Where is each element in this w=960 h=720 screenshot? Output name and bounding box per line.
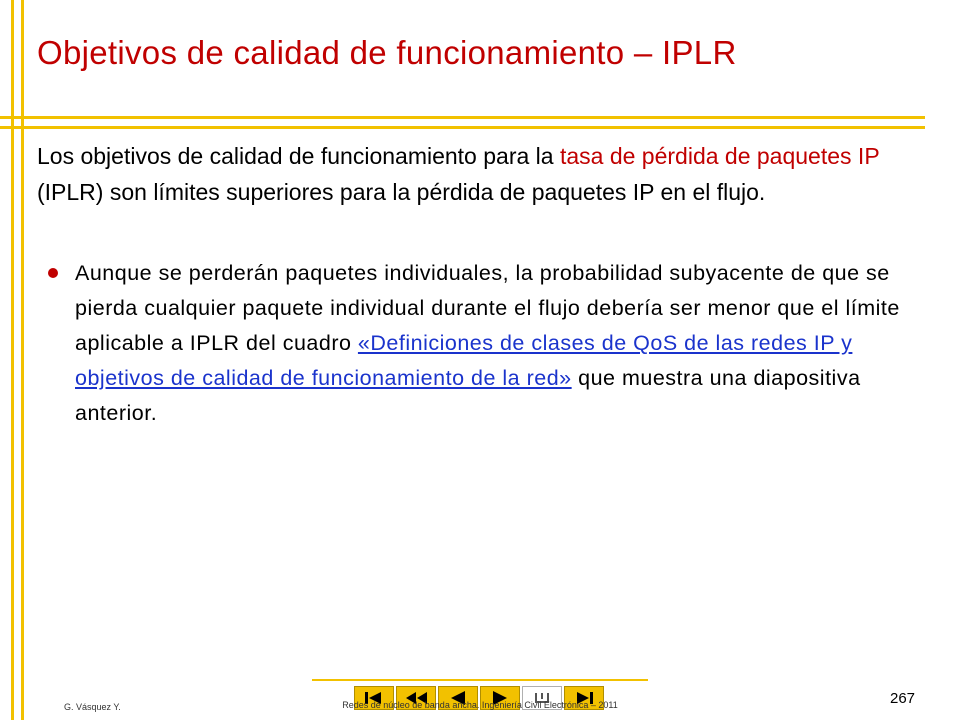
footer-author: G. Vásquez Y. (64, 702, 121, 712)
intro-text-start: Los objetivos de calidad de funcionamiento para la (37, 143, 560, 169)
accent-line-horizontal-1 (0, 116, 925, 119)
accent-line-vertical-1 (11, 0, 14, 720)
bullet-text (75, 256, 915, 431)
bullet-text-end: que muestra una diapositiva anterior. (75, 366, 861, 425)
qos-table-link[interactable]: «Definiciones de clases de QoS de las redes IP y objetivos de calidad de funcionamiento de la red» (75, 331, 853, 390)
slide-title: Objetivos de calidad de funcionamiento – IPLR (37, 34, 737, 71)
intro-text-end: (IPLR) son límites superiores para la pérdida de paquetes IP en el flujo. (37, 178, 766, 205)
page-number: 267 (890, 690, 916, 707)
nav-divider (312, 679, 648, 681)
bullet-dot-icon (48, 268, 58, 278)
bullet-text-start: Aunque se perderán paquetes individuales, la probabilidad subyacente de que se pierda cualquier paquete individual durante el flujo debería ser menor que el límite aplicable a IPLR del cuadro (75, 261, 900, 355)
intro-paragraph (37, 139, 887, 210)
accent-line-vertical-2 (21, 0, 24, 720)
accent-line-horizontal-2 (0, 126, 925, 129)
footer-course: Redes de núcleo de banda ancha. Ingeniería Civil Electrónica – 2011 (342, 700, 618, 710)
intro-highlight: tasa de pérdida de paquetes IP (559, 143, 880, 169)
